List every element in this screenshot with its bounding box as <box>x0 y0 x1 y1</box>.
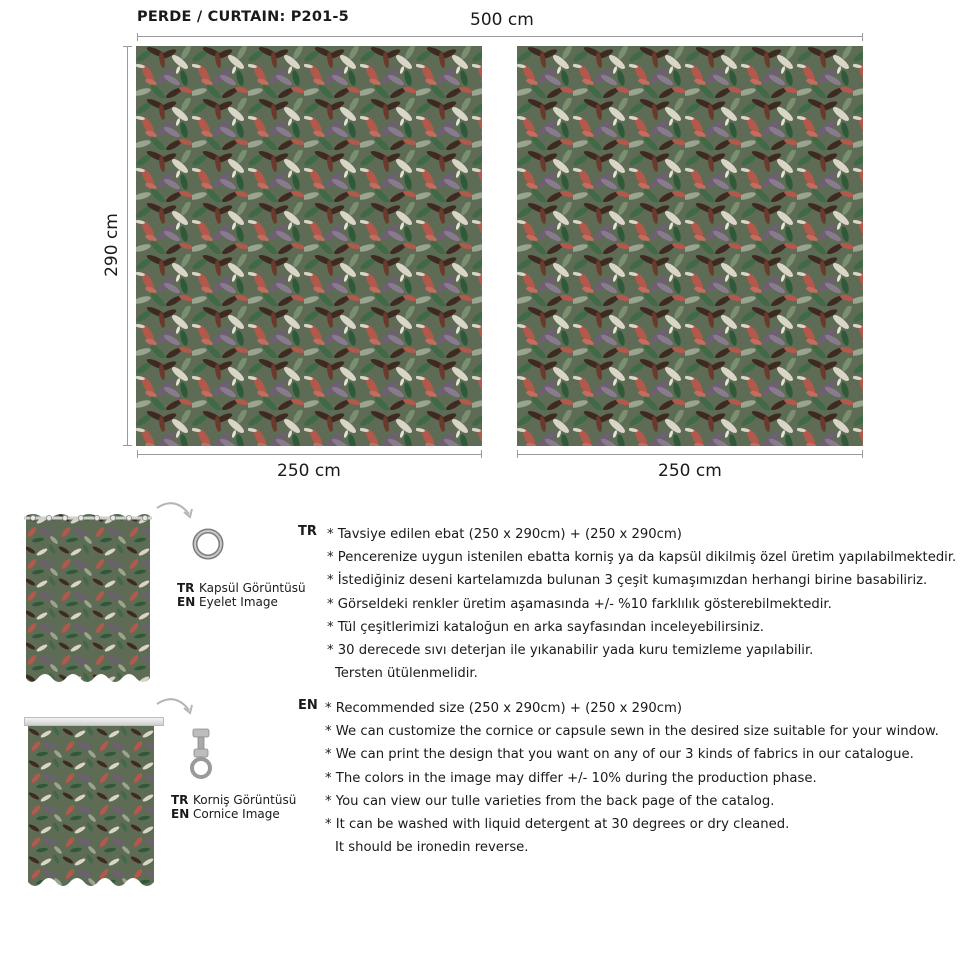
eyelet-caption <box>177 581 306 609</box>
eyelet-arrow-icon <box>155 498 197 524</box>
curtain-panel-left <box>136 46 482 446</box>
en-line: * We can customize the cornice or capsule sewn in the desired size suitable for your window. <box>325 724 939 740</box>
tr-line: * Görseldeki renkler üretim aşamasında +/- %10 farklılık gösterebilmektedir. <box>327 596 832 612</box>
cornice-curtain-image <box>28 726 154 890</box>
cornice-caption <box>171 793 296 821</box>
cornice-arrow-icon <box>155 694 197 720</box>
cornice-hook-icon <box>188 728 214 780</box>
tr-line: * Tavsiye edilen ebat (250 x 290cm) + (250 x 290cm) <box>327 527 682 542</box>
total-width-tick-right <box>862 33 863 41</box>
panel-left-width-line <box>137 454 482 455</box>
product-title: PERDE / CURTAIN: P201-5 <box>137 9 349 25</box>
eyelet-curtain-svg <box>24 512 152 688</box>
curtain-pattern-right <box>517 46 863 446</box>
cornice-en-label: Cornice Image <box>193 807 280 821</box>
en-line: It should be ironedin reverse. <box>335 840 529 856</box>
curtain-panel-right <box>517 46 863 446</box>
en-section-list <box>325 697 939 859</box>
tr-line: * Pencerenize uygun istenilen ebatta korniş ya da kapsül dikilmiş özel üretim yapılabilmektedir. <box>327 550 957 566</box>
tr-line: * İstediğiniz deseni kartelamızda bulunan 3 çeşit kumaşımızdan herhangi birine basabiliriz. <box>327 573 928 589</box>
eyelet-en-code: EN <box>177 595 196 609</box>
total-width-label: 500 cm <box>470 10 534 30</box>
panel-right-width-line <box>517 454 863 455</box>
total-width-tick-left <box>137 33 138 41</box>
cornice-curtain-svg <box>28 726 154 890</box>
en-line: * It can be washed with liquid detergent at 30 degrees or dry cleaned. <box>325 817 790 833</box>
cornice-tr-code: TR <box>171 793 189 807</box>
en-line: * We can print the design that you want on any of our 3 kinds of fabrics in our catalogue. <box>325 747 914 763</box>
curtain-pattern-left <box>136 46 482 446</box>
cornice-en-code: EN <box>171 807 190 821</box>
eyelet-tr-label: Kapsül Görüntüsü <box>199 581 306 595</box>
tr-line: * Tül çeşitlerimizi kataloğun en arka sayfasından inceleyebilirsiniz. <box>327 619 764 635</box>
panel-left-tick-right <box>481 450 482 458</box>
total-width-line <box>137 36 863 37</box>
tr-line: Tersten ütülenmelidir. <box>335 666 478 682</box>
cornice-tr-label: Korniş Görüntüsü <box>193 793 297 807</box>
height-tick-top <box>123 46 132 47</box>
en-line: * Recommended size (250 x 290cm) + (250 x 290cm) <box>325 701 683 716</box>
eyelet-curtain-image <box>24 512 152 688</box>
panel-left-tick-left <box>137 450 138 458</box>
panel-right-tick-right <box>862 450 863 458</box>
en-line: * The colors in the image may differ +/- 10% during the production phase. <box>325 770 817 786</box>
panel-left-width-label: 250 cm <box>277 461 341 481</box>
tr-line: * 30 derecede sıvı deterjan ile yıkanabilir yada kuru temizleme yapılabilir. <box>327 643 814 659</box>
height-label: 290 cm <box>102 213 122 277</box>
en-section-code: EN <box>298 698 318 713</box>
cornice-rail <box>24 717 164 726</box>
eyelet-ring-icon <box>192 528 224 560</box>
tr-section-list <box>327 523 956 685</box>
height-line <box>127 46 128 446</box>
tr-section-code: TR <box>298 524 317 539</box>
panel-right-width-label: 250 cm <box>658 461 722 481</box>
height-tick-bottom <box>123 445 132 446</box>
eyelet-tr-code: TR <box>177 581 195 595</box>
en-line: * You can view our tulle varieties from the back page of the catalog. <box>325 793 775 809</box>
panel-right-tick-left <box>517 450 518 458</box>
eyelet-en-label: Eyelet Image <box>199 595 278 609</box>
